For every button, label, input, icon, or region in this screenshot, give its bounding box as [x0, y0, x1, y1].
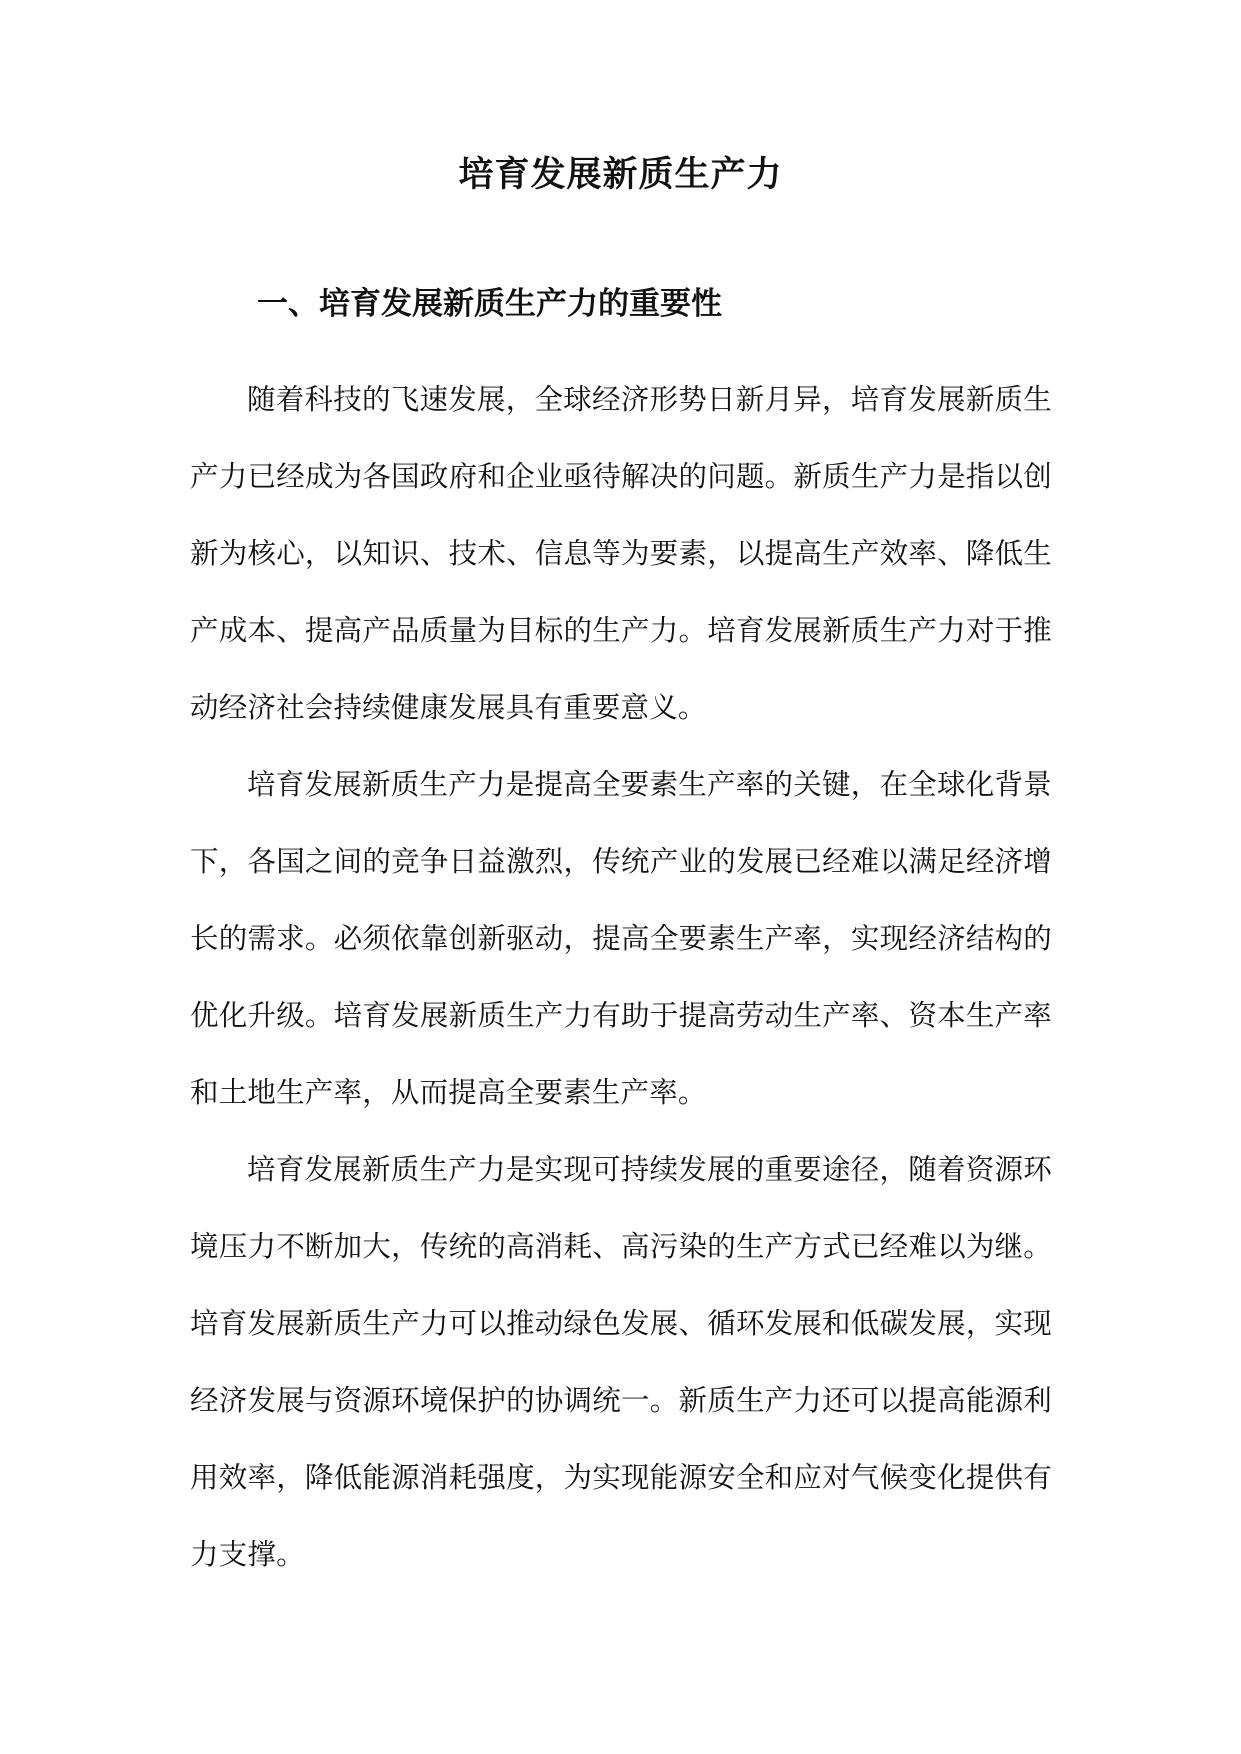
paragraph: 随着科技的飞速发展，全球经济形势日新月异，培育发展新质生产力已经成为各国政府和企业亟待解决的问题。新质生产力是指以创新为核心，以知识、技术、信息等为要素，以提高生产效率、降低生产成本、提高产品质量为目标的生产力。培育发展新质生产力对于推动经济社会持续健康发展具有重要意义。	[190, 383, 1052, 724]
paragraph: 培育发展新质生产力是提高全要素生产率的关键，在全球化背景下，各国之间的竞争日益激烈，传统产业的发展已经难以满足经济增长的需求。必须依靠创新驱动，提高全要素生产率，实现经济结构的优化升级。培育发展新质生产力有助于提高劳动生产率、资本生产率和土地生产率，从而提高全要素生产率。	[190, 768, 1052, 1109]
section-heading: 一、培育发展新质生产力的重要性	[257, 286, 722, 322]
paragraph: 培育发展新质生产力是实现可持续发展的重要途径，随着资源环境压力不断加大，传统的高消耗、高污染的生产方式已经难以为继。培育发展新质生产力可以推动绿色发展、循环发展和低碳发展，实现经济发展与资源环境保护的协调统一。新质生产力还可以提高能源利用效率，降低能源消耗强度，为实现能源安全和应对气候变化提供有力支撑。	[190, 1153, 1052, 1571]
section-body	[190, 361, 1052, 1593]
document-title: 培育发展新质生产力	[458, 154, 783, 195]
